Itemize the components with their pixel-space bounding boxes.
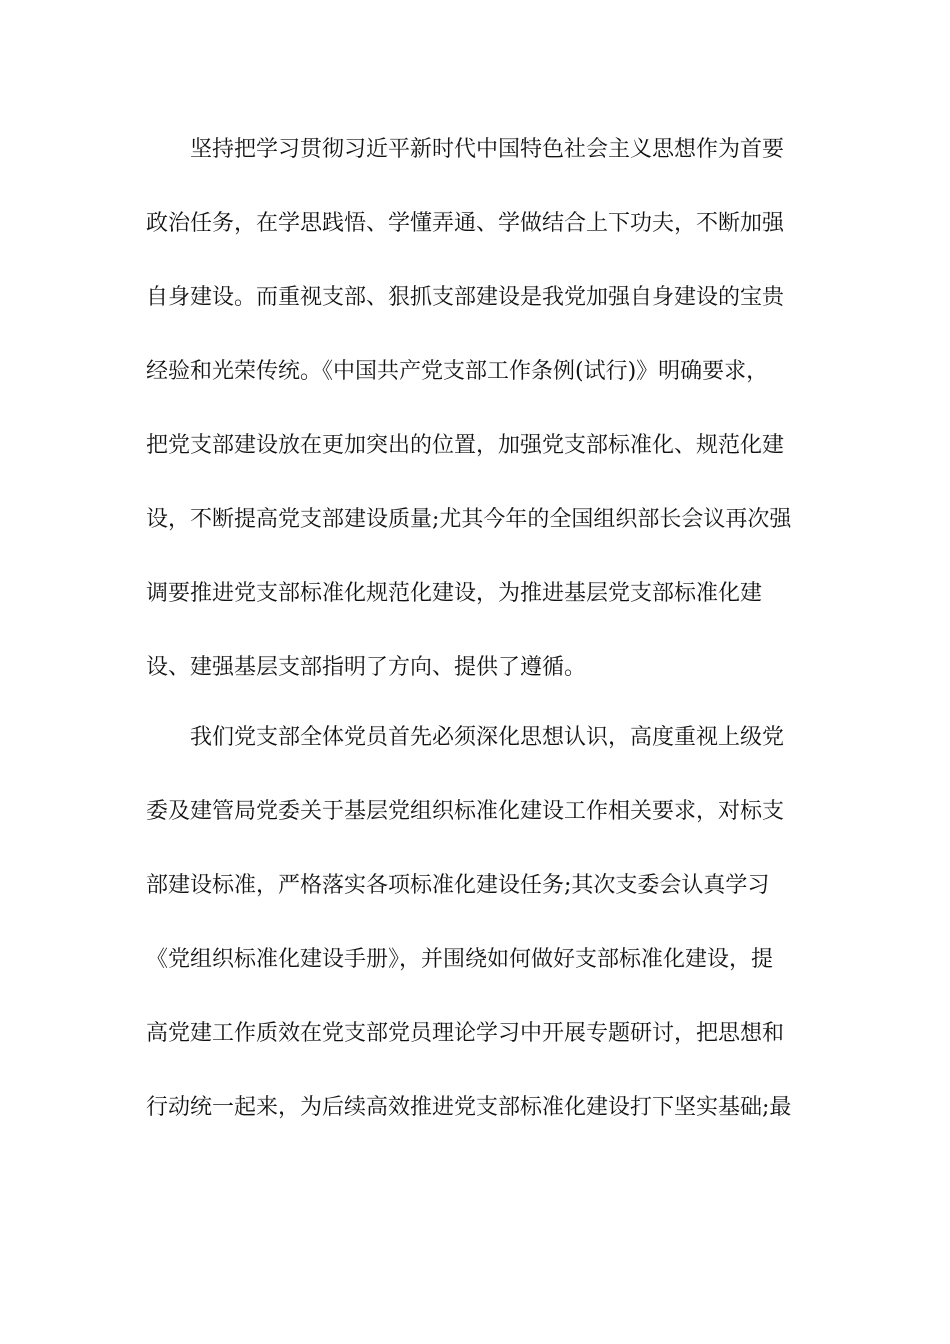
paragraph-1-line-2: 政治任务，在学思践悟、学懂弄通、学做结合上下功夫，不断加强 (146, 211, 785, 236)
paragraph-1-line-7: 调要推进党支部标准化规范化建设，为推进基层党支部标准化建 (146, 581, 763, 606)
paragraph-1-line-3: 自身建设。而重视支部、狠抓支部建设是我党加强自身建设的宝贵 (146, 285, 785, 310)
paragraph-1-line-6: 设，不断提高党支部建设质量;尤其今年的全国组织部长会议再次强 (146, 507, 792, 532)
paragraph-2-line-1: 我们党支部全体党员首先必须深化思想认识，高度重视上级党 (190, 725, 785, 750)
paragraph-2-line-5: 高党建工作质效在党支部党员理论学习中开展专题研讨，把思想和 (146, 1021, 785, 1046)
paragraph-1-line-8: 设、建强基层支部指明了方向、提供了遵循。 (146, 655, 587, 680)
paragraph-1-line-5: 把党支部建设放在更加突出的位置，加强党支部标准化、规范化建 (146, 433, 785, 458)
paragraph-1-line-1: 坚持把学习贯彻习近平新时代中国特色社会主义思想作为首要 (190, 137, 785, 162)
paragraph-1-line-4: 经验和光荣传统。《中国共产党支部工作条例(试行)》明确要求， (146, 359, 769, 384)
paragraph-2-line-2: 委及建管局党委关于基层党组织标准化建设工作相关要求，对标支 (146, 799, 785, 824)
paragraph-2-line-3: 部建设标准，严格落实各项标准化建设任务;其次支委会认真学习 (146, 873, 770, 898)
paragraph-2-line-4: 《党组织标准化建设手册》，并围绕如何做好支部标准化建设，提 (146, 947, 774, 972)
paragraph-2-line-6: 行动统一起来，为后续高效推进党支部标准化建设打下坚实基础;最 (146, 1095, 792, 1120)
